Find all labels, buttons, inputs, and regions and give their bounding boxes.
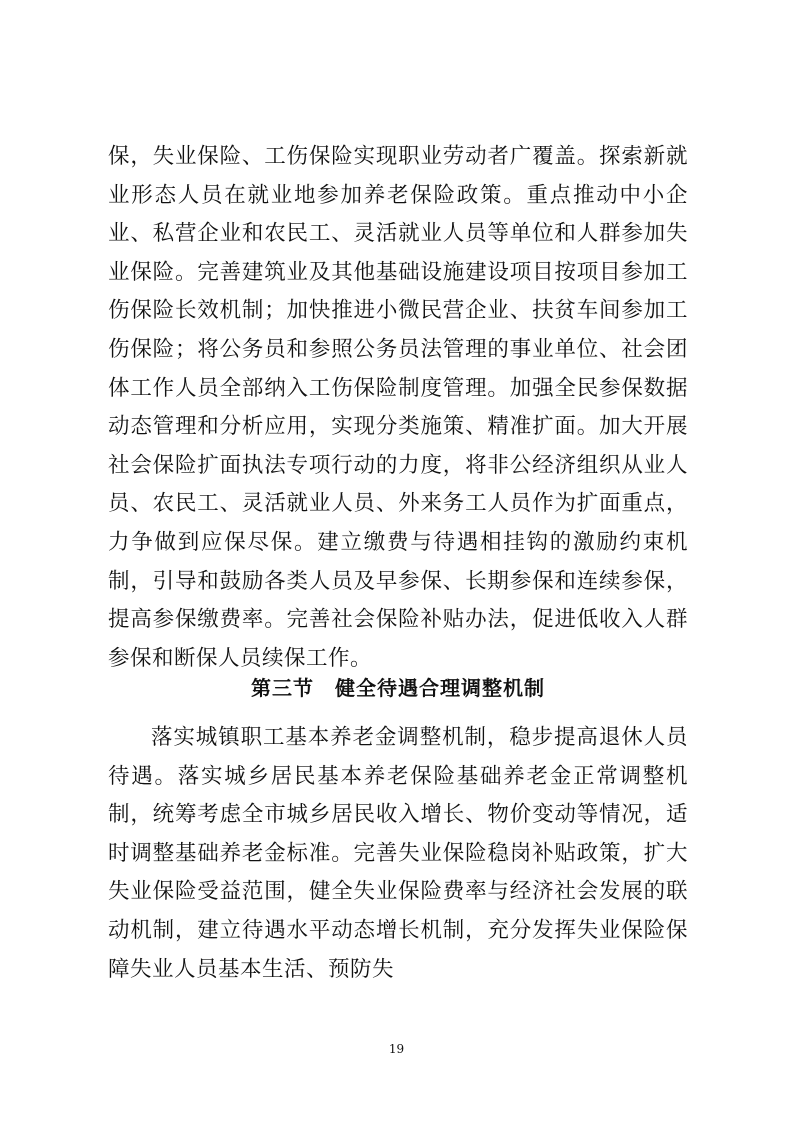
page-number: 19 xyxy=(388,1042,405,1056)
body-paragraph-continued: 保，失业保险、工伤保险实现职业劳动者广覆盖。探索新就业形态人员在就业地参加养老保险政策。重点推动中小企业、私营企业和农民工、灵活就业人员等单位和人群参加失业保险。完善建筑业及其他基础设施建设项目按项目参加工伤保险长效机制；加快推进小微民营企业、扶贫车间参加工伤保险；将公务员和参照公务员法管理的事业单位、社会团体工作人员全部纳入工伤保险制度管理。加强全民参保数据动态管理和分析应用，实现分类施策、精准扩面。加大开展社会保险扩面执法专项行动的力度，将非公经济组织从业人员、农民工、灵活就业人员、外来务工人员作为扩面重点，力争做到应保尽保。建立缴费与待遇相挂钩的激励约束机制，引导和鼓励各类人员及早参保、长期参保和连续参保，提高参保缴费率。完善社会保险补贴办法，促进低收入人群参保和断保人员续保工作。 xyxy=(108,144,688,671)
section-heading: 第三节 健全待遇合理调整机制 xyxy=(251,676,545,700)
body-paragraph: 落实城镇职工基本养老金调整机制，稳步提高退休人员待遇。落实城乡居民基本养老保险基础养老金正常调整机制，统筹考虑全市城乡居民收入增长、物价变动等情况，适时调整基础养老金标准。完善失业保险稳岗补贴政策，扩大失业保险受益范围，健全失业保险费率与经济社会发展的联动机制，建立待遇水平动态增长机制，充分发挥失业保险保障失业人员基本生活、预防失 xyxy=(108,725,688,982)
